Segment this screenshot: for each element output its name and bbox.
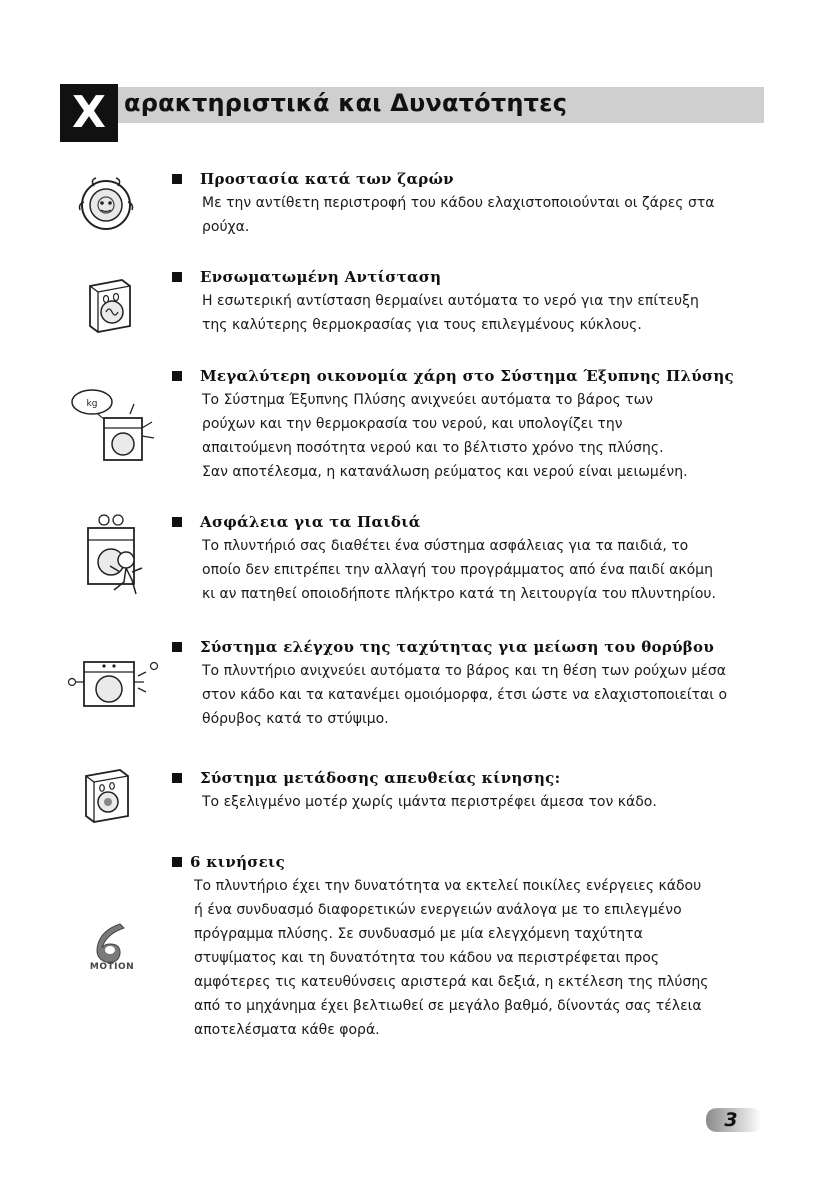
description-line: της καλύτερης θερμοκρασίας για τους επιλεγμένους κύκλους. [202,317,642,333]
header-initial-letter: Χ [60,84,118,142]
description-line: ή ένα συνδυασμό διαφορετικών ενεργειών ανάλογα με το επιλεγμένο [194,902,682,918]
feature-title: Ασφάλεια για τα Παιδιά [200,513,421,531]
bullet-icon [172,642,182,652]
feature-heading [172,367,782,385]
feature-description [194,874,776,1042]
child-lock-icon [84,512,148,604]
bullet-icon [172,857,182,867]
feature-description [202,191,784,239]
description-line: αποτελέσματα κάθε φορά. [194,1022,380,1038]
description-line: από το μηχάνημα έχει βελτιωθεί σε μεγάλο βαθμό, δίνοντάς σας τέλεια [194,998,702,1014]
feature-heading [172,769,782,787]
page-title: αρακτηριστικά και Δυνατότητες [124,89,568,117]
feature-description [202,534,784,606]
feature-heading [172,853,782,871]
description-line: οποίο δεν επιτρέπει την αλλαγή του προγράμματος από ένα παιδί ακόμη [202,562,713,578]
feature-title: Μεγαλύτερη οικονομία χάρη στο Σύστημα Έξυπνης Πλύσης [200,367,734,385]
feature-heading [172,268,782,286]
description-line: θόρυβος κατά το στύψιμο. [202,711,389,727]
feature-anti-wrinkle [172,170,782,239]
description-line: Το εξελιγμένο μοτέρ χωρίς ιμάντα περιστρέφει άμεσα τον κάδο. [202,794,657,810]
feature-built-in-heater [172,268,782,337]
description-line: Το πλυντήριό σας διαθέτει ένα σύστημα ασφάλειας για τα παιδιά, το [202,538,689,554]
description-line: Με την αντίθετη περιστροφή του κάδου ελαχιστοποιούνται οι ζάρες στα [202,195,715,211]
feature-heading [172,170,782,188]
page-number: 3 [724,1109,738,1131]
description-line: ρούχων και την θερμοκρασία του νερού, και υπολογίζει την [202,416,623,432]
smart-rinse-icon [68,384,160,466]
feature-direct-drive [172,769,782,814]
feature-6-motion [172,853,782,1042]
description-line: πρόγραμμα πλύσης. Σε συνδυασμό με μία ελεγχόμενη ταχύτητα [194,926,643,942]
bullet-icon [172,517,182,527]
description-line: στον κάδο και τα κατανέμει ομοιόμορφα, έτσι ώστε να ελαχιστοποιείται ο [202,687,728,703]
feature-smart-rinse [172,367,782,484]
description-line: κι αν πατηθεί οποιοδήποτε πλήκτρο κατά τη λειτουργία του πλυντηρίου. [202,586,716,602]
feature-title: Σύστημα ελέγχου της ταχύτητας για μείωση του θορύβου [200,638,715,656]
description-line: Το πλυντήριο έχει την δυνατότητα να εκτελεί ποικίλες ενέργειες κάδου [194,878,702,894]
anti-wrinkle-drum-icon [74,172,138,236]
direct-drive-icon [80,764,136,824]
description-line: Η εσωτερική αντίσταση θερμαίνει αυτόματα το νερό για την επίτευξη [202,293,699,309]
description-line: Σαν αποτέλεσμα, η κατανάλωση ρεύματος και νερού είναι μειωμένη. [202,464,688,480]
feature-heading [172,638,782,656]
feature-description [202,659,784,731]
feature-title: Σύστημα μετάδοσης απευθείας κίνησης: [200,769,561,787]
feature-heading [172,513,782,531]
feature-title: Προστασία κατά των ζαρών [200,170,454,188]
6-motion-logo-icon [86,920,138,976]
bullet-icon [172,371,182,381]
feature-title: Ενσωματωμένη Αντίσταση [200,268,442,286]
description-line: στυψίματος και τη δυνατότητα του κάδου να περιστρέφεται προς [194,950,660,966]
bullet-icon [172,773,182,783]
description-line: απαιτούμενη ποσότητα νερού και το βέλτιστο χρόνο της πλύσης. [202,440,664,456]
bullet-icon [172,272,182,282]
speed-control-icon [66,652,162,712]
feature-title: 6 κινήσεις [190,853,286,871]
description-line: Το Σύστημα Έξυπνης Πλύσης ανιχνεύει αυτόματα το βάρος των [202,392,654,408]
bullet-icon [172,174,182,184]
built-in-heater-icon [78,272,138,334]
feature-description [202,790,784,814]
svg-text:kg: kg [86,399,98,409]
motion-caption: MOTION [89,962,135,972]
description-line: ρούχα. [202,219,250,235]
feature-speed-control [172,638,782,731]
feature-child-lock [172,513,782,606]
description-line: αμφότερες τις κατευθύνσεις αριστερά και δεξιά, η εκτέλεση της πλύσης [194,974,709,990]
description-line: Το πλυντήριο ανιχνεύει αυτόματα το βάρος και τη θέση των ρούχων μέσα [202,663,726,679]
feature-description [202,289,784,337]
feature-description [202,388,784,484]
